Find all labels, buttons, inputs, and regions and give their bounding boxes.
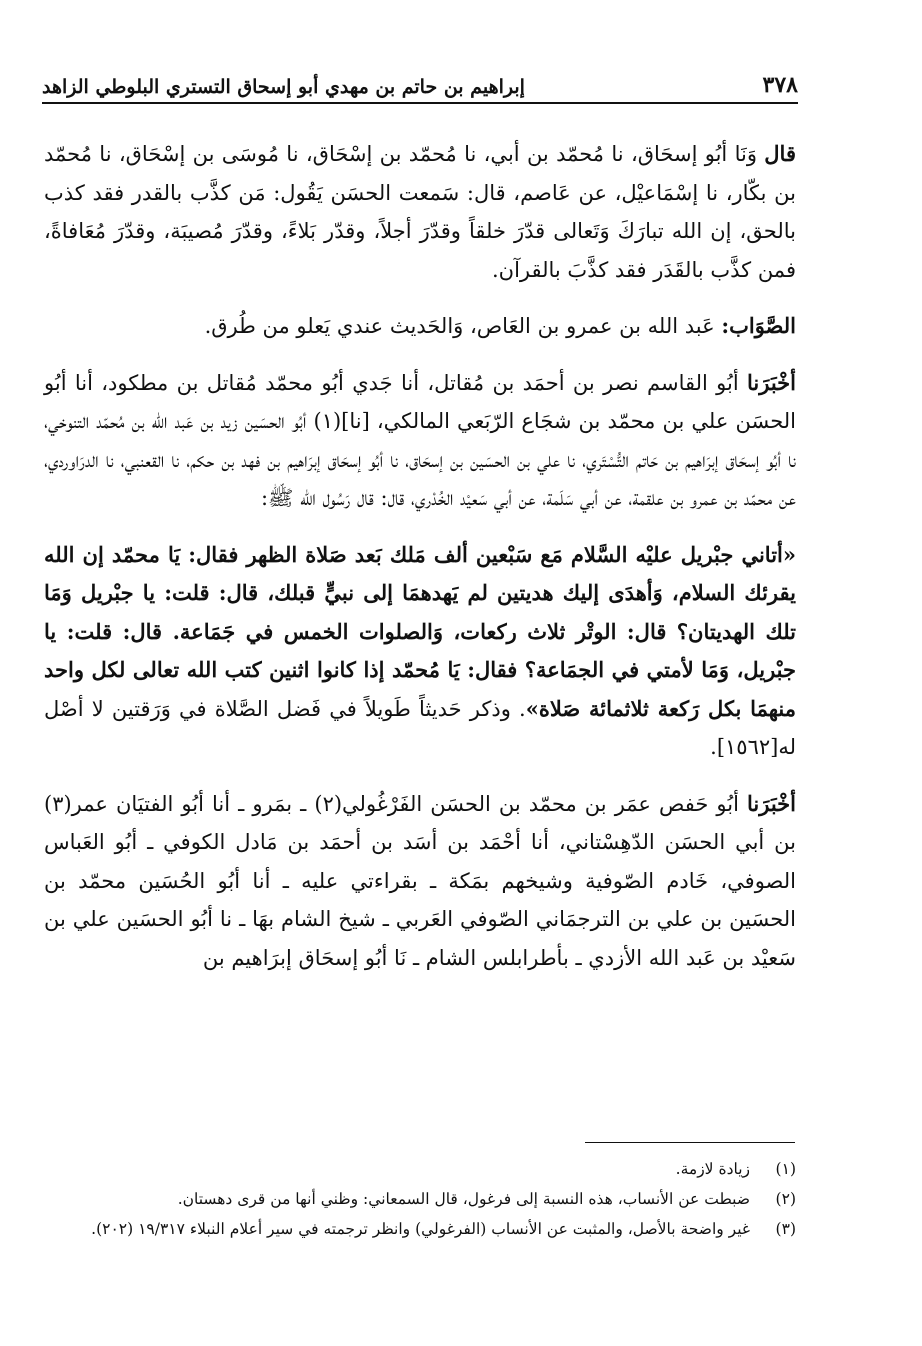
footnote-number: (٣) <box>775 1220 796 1238</box>
paragraph-lead: أخْبَرَنا <box>747 790 796 816</box>
main-text <box>44 135 796 995</box>
footnotes <box>44 1154 796 1244</box>
running-title: إبراهيم بن حاتم بن مهدي أبو إسحاق التستري البلوطي الزاهد <box>42 76 525 98</box>
footnote <box>44 1184 796 1214</box>
paragraph-isnad-1 <box>44 364 796 518</box>
page-header <box>42 68 798 104</box>
footnote-text: زيادة لازمة. <box>675 1160 750 1178</box>
footnote-divider <box>585 1142 795 1143</box>
footnote-number: (١) <box>775 1160 796 1178</box>
footnote-text: ضبطت عن الأنساب، هذه النسبة إلى فرغول، قال السمعاني: وظني أنها من قرى دهستان. <box>177 1190 750 1208</box>
paragraph-lead: قال <box>764 141 796 166</box>
footnote-number: (٢) <box>775 1190 796 1208</box>
footnote <box>44 1154 796 1184</box>
paragraph-text: أبُو حَفص عمَر بن محمّد بن الحسَن الفَرْغُولي(٢) ـ بمَرو ـ أنا أبُو الفتيَان عمر(٣) بن أبي الحسَن الدّهِسْتاني، أنا أحْمَد بن أسَد بن أحمَد بن مَادل الكوفي ـ أبُو العَباس الصوفي، خَادم الصّوفية وشيخهم بمَكة ـ بقراءتي عليه ـ أنا أبُو الحُسَين محمّد بن الحسَين بن علي بن الترجمَاني الصّوفي العَربي ـ شيخ الشام بهَا ـ نا أبُو الحسَين علي بن سَعيْد بن عَبد الله الأزدي ـ بأطرابلس الشام ـ نَا أبُو إسحَاق إبرَاهيم بن <box>44 791 796 970</box>
hadith-quote: «أتاني جبْريل عليْه السَّلام مَع سَبْعين ألف مَلك بَعد صَلاة الظهر فقال: يَا محمّد إن الله يقرئك السلام، وَأهدَى إليك هديتين لم يَهدهمَا إلى نبيٍّ قبلك، قال: قلت: يا جبْريل وَمَا تلك الهديتان؟ قال: الوتْر ثلاث ركعات، وَالصلوات الخمس في جَمَاعة. قال: قلت: يا جبْريل، وَمَا لأمتي في الجمَاعة؟ فقال: يَا مُحمّد إذا كانوا اثنين كتب الله تعالى لكل واحد منهمَا بكل رَكعة ثلاثمائة صَلاة» <box>44 541 796 721</box>
paragraph-lead: الصَّوَاب: <box>721 313 796 338</box>
footnote <box>44 1214 796 1244</box>
paragraph-text: عَبد الله بن عمرو بن العَاص، وَالحَديث عندي يَعلو من طُرق. <box>204 314 722 338</box>
paragraph-isnad-2 <box>44 785 796 978</box>
paragraph-text: . وذكر حَديثاً طَويلاً في فَضل الصَّلاة في وَرَقتين لا أصْل له[١٥٦٢]. <box>44 696 796 759</box>
page-number: ٣٧٨ <box>762 72 798 98</box>
paragraph-hadith <box>44 536 796 767</box>
footnote-text: غير واضحة بالأصل، والمثبت عن الأنساب (الفرغولي) وانظر ترجمته في سير أعلام النبلاء ١٩/٣١٧ (٢٠٢). <box>91 1220 750 1238</box>
paragraph-lead: أخْبَرَنا <box>747 369 796 395</box>
paragraph-text: وَنَا أبُو إسحَاق، نا مُحمّد بن أبي، نا مُحمّد بن إسْحَاق، نا مُوسَى بن إسْحَاق، نا مُحمّد بن بكّار، نا إسْمَاعيْل، عن عَاصم، قال: سَمعت الحسَن يَقُول: مَن كذَّب بالقدر فقد كذب بالحق، إن الله تبارَكَ وَتَعالى قدّرَ خلقاً وقدّرَ أجلاً، وقدّر بَلاءً، وقدّرَ مُصيبَة، وقدّرَ مُعَافاةً، فمن كذَّب بالقَدَر فقد كذَّبَ بالقرآن. <box>44 142 796 282</box>
paragraph-qala <box>44 135 796 289</box>
paragraph-text: أبُو القاسم نصر بن أحمَد بن مُقاتل، أنا جَدي أبُو محمّد مُقاتل بن مطكود، أنا أبُو الحسَن علي بن محمّد بن شجَاع الرّبَعي المالكي، [نا](١) أبُو الحسَين زيد بن عَبد الله بن مُحمّد التنوخي، نا أبُو إسحَاق إبرَاهيم بن حَاتم التُّسْتَري، نا علي بن الحسَين بن إسحَاق، نا أبُو إسحَاق إبرَاهيم بن فهد بن حكم، نا القعنبي، نا الدرَاوردي، عن محمّد بن عمرو بن علقمة، عن أبي سَلَمة، عن أبي سَعيْد الخُدْري، قال: قال رَسُول الله ﷺ: <box>44 370 797 510</box>
paragraph-sawab <box>44 307 796 346</box>
